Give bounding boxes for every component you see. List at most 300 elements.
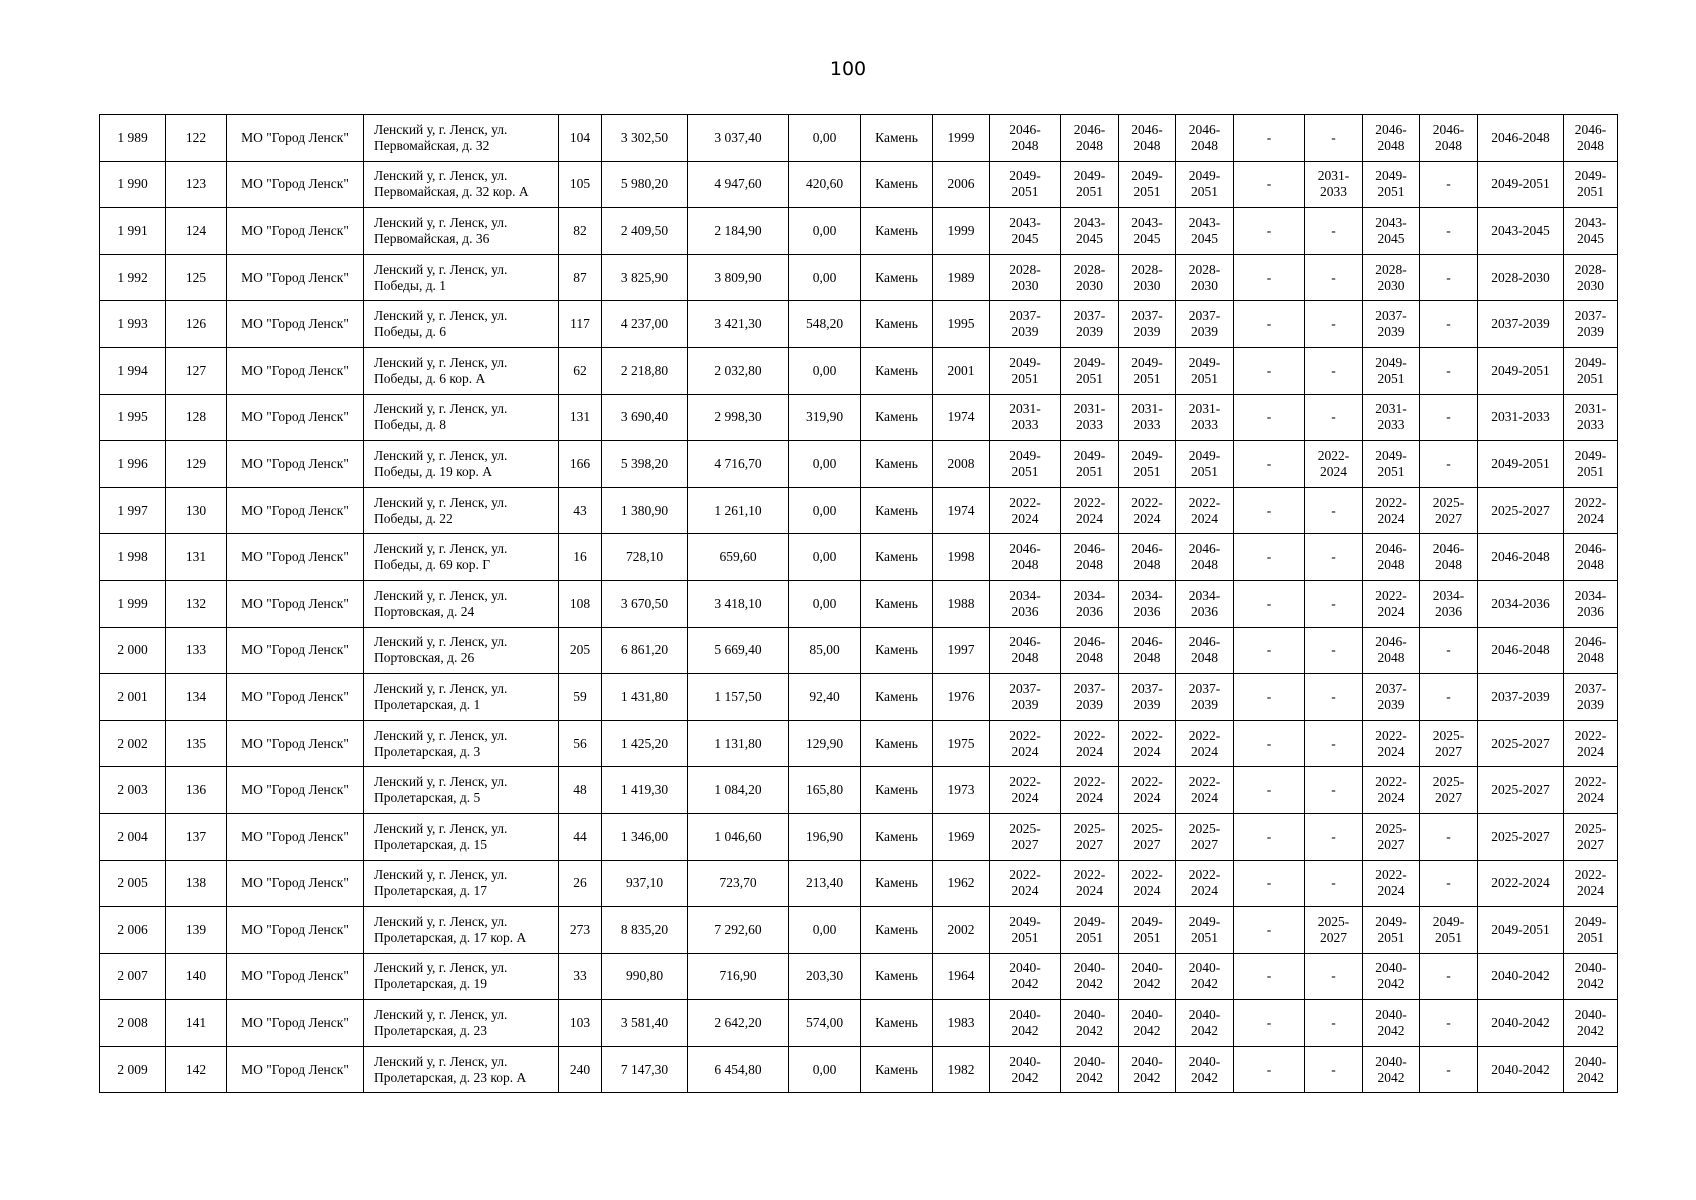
page-number: 100 [829, 58, 867, 80]
period-cell: - [1234, 627, 1305, 674]
row-index-cell: 2 001 [100, 674, 166, 721]
period-cell: 2037- 2039 [1363, 301, 1420, 348]
period-cell: 2022- 2024 [1061, 767, 1119, 814]
period-cell: 2040- 2042 [1061, 1046, 1119, 1093]
total-area-cell: 1 346,00 [602, 813, 688, 860]
period-cell: - [1420, 627, 1478, 674]
table-row [100, 115, 1618, 162]
residents-cell: 108 [559, 580, 602, 627]
row-index-cell: 1 999 [100, 580, 166, 627]
period-cell: 2049- 2051 [990, 347, 1061, 394]
total-area-cell: 1 380,90 [602, 487, 688, 534]
row-index-cell: 1 992 [100, 254, 166, 301]
period-cell: 2025-2027 [1478, 813, 1564, 860]
build-year-cell: 2002 [933, 907, 990, 954]
house-number-cell: 142 [166, 1046, 227, 1093]
period-cell: 2043- 2045 [1061, 208, 1119, 255]
residents-cell: 117 [559, 301, 602, 348]
wall-material-cell: Камень [861, 394, 933, 441]
municipality-cell: МО "Город Ленск" [227, 115, 364, 162]
period-cell: - [1305, 767, 1363, 814]
period-cell: 2022- 2024 [1305, 441, 1363, 488]
municipality-cell: МО "Город Ленск" [227, 347, 364, 394]
nonresidential-area-cell: 129,90 [789, 720, 861, 767]
period-cell: - [1305, 347, 1363, 394]
address-cell: Ленский у, г. Ленск, ул. Первомайская, д. 36 [364, 208, 559, 255]
wall-material-cell: Камень [861, 720, 933, 767]
period-cell: 2049- 2051 [1564, 441, 1618, 488]
wall-material-cell: Камень [861, 301, 933, 348]
period-cell: 2022- 2024 [1119, 767, 1176, 814]
table-row [100, 860, 1618, 907]
residents-cell: 273 [559, 907, 602, 954]
municipality-cell: МО "Город Ленск" [227, 161, 364, 208]
period-cell: 2049-2051 [1478, 907, 1564, 954]
period-cell: 2025- 2027 [990, 813, 1061, 860]
period-cell: 2022- 2024 [1119, 487, 1176, 534]
municipality-cell: МО "Город Ленск" [227, 394, 364, 441]
period-cell: 2043- 2045 [1564, 208, 1618, 255]
address-cell: Ленский у, г. Ленск, ул. Первомайская, д. 32 кор. А [364, 161, 559, 208]
period-cell: - [1420, 674, 1478, 721]
period-cell: 2046- 2048 [1119, 534, 1176, 581]
municipality-cell: МО "Город Ленск" [227, 254, 364, 301]
row-index-cell: 1 994 [100, 347, 166, 394]
period-cell: 2046- 2048 [1176, 115, 1234, 162]
period-cell: - [1420, 161, 1478, 208]
period-cell: - [1305, 254, 1363, 301]
house-number-cell: 141 [166, 1000, 227, 1047]
residential-area-cell: 3 809,90 [688, 254, 789, 301]
table-row [100, 674, 1618, 721]
wall-material-cell: Камень [861, 813, 933, 860]
wall-material-cell: Камень [861, 907, 933, 954]
period-cell: 2037- 2039 [1061, 301, 1119, 348]
house-number-cell: 127 [166, 347, 227, 394]
period-cell: - [1305, 1000, 1363, 1047]
period-cell: 2043- 2045 [990, 208, 1061, 255]
table-row [100, 1046, 1618, 1093]
residential-area-cell: 716,90 [688, 953, 789, 1000]
municipality-cell: МО "Город Ленск" [227, 1000, 364, 1047]
house-number-cell: 140 [166, 953, 227, 1000]
period-cell: - [1420, 441, 1478, 488]
period-cell: 2046- 2048 [1420, 115, 1478, 162]
period-cell: 2022- 2024 [1363, 580, 1420, 627]
row-index-cell: 1 993 [100, 301, 166, 348]
wall-material-cell: Камень [861, 627, 933, 674]
nonresidential-area-cell: 0,00 [789, 441, 861, 488]
period-cell: 2049- 2051 [1061, 907, 1119, 954]
period-cell: - [1234, 534, 1305, 581]
residential-area-cell: 2 642,20 [688, 1000, 789, 1047]
residential-area-cell: 4 947,60 [688, 161, 789, 208]
house-number-cell: 135 [166, 720, 227, 767]
period-cell: - [1305, 301, 1363, 348]
period-cell: 2049- 2051 [990, 907, 1061, 954]
row-index-cell: 2 009 [100, 1046, 166, 1093]
period-cell: 2046- 2048 [1176, 627, 1234, 674]
period-cell: - [1420, 254, 1478, 301]
period-cell: 2025-2027 [1478, 720, 1564, 767]
nonresidential-area-cell: 574,00 [789, 1000, 861, 1047]
address-cell: Ленский у, г. Ленск, ул. Пролетарская, д. 5 [364, 767, 559, 814]
period-cell: 2022- 2024 [990, 487, 1061, 534]
period-cell: 2040- 2042 [1119, 953, 1176, 1000]
table-row [100, 907, 1618, 954]
house-number-cell: 128 [166, 394, 227, 441]
municipality-cell: МО "Город Ленск" [227, 627, 364, 674]
total-area-cell: 3 581,40 [602, 1000, 688, 1047]
municipality-cell: МО "Город Ленск" [227, 534, 364, 581]
period-cell: 2034- 2036 [1420, 580, 1478, 627]
period-cell: 2046- 2048 [1061, 627, 1119, 674]
build-year-cell: 1988 [933, 580, 990, 627]
period-cell: 2028- 2030 [1564, 254, 1618, 301]
residential-area-cell: 5 669,40 [688, 627, 789, 674]
house-number-cell: 125 [166, 254, 227, 301]
address-cell: Ленский у, г. Ленск, ул. Пролетарская, д. 1 [364, 674, 559, 721]
row-index-cell: 1 989 [100, 115, 166, 162]
address-cell: Ленский у, г. Ленск, ул. Победы, д. 8 [364, 394, 559, 441]
period-cell: 2025-2027 [1478, 487, 1564, 534]
period-cell: - [1420, 1046, 1478, 1093]
residents-cell: 82 [559, 208, 602, 255]
period-cell: 2022- 2024 [1176, 860, 1234, 907]
period-cell: 2049- 2051 [1176, 347, 1234, 394]
table-row [100, 953, 1618, 1000]
period-cell: 2028- 2030 [1176, 254, 1234, 301]
row-index-cell: 2 007 [100, 953, 166, 1000]
row-index-cell: 2 000 [100, 627, 166, 674]
period-cell: - [1234, 767, 1305, 814]
total-area-cell: 4 237,00 [602, 301, 688, 348]
period-cell: 2022-2024 [1478, 860, 1564, 907]
address-cell: Ленский у, г. Ленск, ул. Победы, д. 22 [364, 487, 559, 534]
wall-material-cell: Камень [861, 860, 933, 907]
residents-cell: 166 [559, 441, 602, 488]
wall-material-cell: Камень [861, 347, 933, 394]
house-number-cell: 132 [166, 580, 227, 627]
residential-area-cell: 3 037,40 [688, 115, 789, 162]
build-year-cell: 1974 [933, 487, 990, 534]
residential-area-cell: 1 084,20 [688, 767, 789, 814]
residents-cell: 103 [559, 1000, 602, 1047]
period-cell: 2025- 2027 [1420, 720, 1478, 767]
period-cell: 2046- 2048 [1363, 115, 1420, 162]
period-cell: 2049- 2051 [1176, 441, 1234, 488]
period-cell: 2049- 2051 [1061, 347, 1119, 394]
table-row [100, 394, 1618, 441]
residential-area-cell: 1 157,50 [688, 674, 789, 721]
period-cell: 2049- 2051 [1363, 347, 1420, 394]
house-number-cell: 129 [166, 441, 227, 488]
period-cell: 2037- 2039 [1564, 674, 1618, 721]
period-cell: 2049- 2051 [1420, 907, 1478, 954]
residents-cell: 56 [559, 720, 602, 767]
house-number-cell: 138 [166, 860, 227, 907]
residents-cell: 33 [559, 953, 602, 1000]
period-cell: 2022- 2024 [1564, 720, 1618, 767]
residential-area-cell: 659,60 [688, 534, 789, 581]
row-index-cell: 2 005 [100, 860, 166, 907]
residential-area-cell: 723,70 [688, 860, 789, 907]
row-index-cell: 1 997 [100, 487, 166, 534]
address-cell: Ленский у, г. Ленск, ул. Портовская, д. 24 [364, 580, 559, 627]
period-cell: 2049- 2051 [990, 161, 1061, 208]
build-year-cell: 2001 [933, 347, 990, 394]
nonresidential-area-cell: 165,80 [789, 767, 861, 814]
total-area-cell: 728,10 [602, 534, 688, 581]
period-cell: 2025- 2027 [1061, 813, 1119, 860]
wall-material-cell: Камень [861, 534, 933, 581]
period-cell: 2040- 2042 [990, 1000, 1061, 1047]
total-area-cell: 2 218,80 [602, 347, 688, 394]
period-cell: 2040- 2042 [1176, 953, 1234, 1000]
period-cell: - [1420, 301, 1478, 348]
period-cell: 2028- 2030 [1061, 254, 1119, 301]
period-cell: 2046- 2048 [990, 115, 1061, 162]
period-cell: - [1305, 674, 1363, 721]
period-cell: - [1234, 674, 1305, 721]
address-cell: Ленский у, г. Ленск, ул. Первомайская, д. 32 [364, 115, 559, 162]
nonresidential-area-cell: 92,40 [789, 674, 861, 721]
address-cell: Ленский у, г. Ленск, ул. Пролетарская, д. 23 [364, 1000, 559, 1047]
period-cell: - [1420, 394, 1478, 441]
period-cell: 2040- 2042 [1564, 953, 1618, 1000]
period-cell: 2046- 2048 [1061, 534, 1119, 581]
nonresidential-area-cell: 0,00 [789, 347, 861, 394]
period-cell: 2034- 2036 [1119, 580, 1176, 627]
period-cell: - [1234, 580, 1305, 627]
address-cell: Ленский у, г. Ленск, ул. Пролетарская, д. 23 кор. А [364, 1046, 559, 1093]
period-cell: 2022- 2024 [1061, 860, 1119, 907]
address-cell: Ленский у, г. Ленск, ул. Портовская, д. 26 [364, 627, 559, 674]
nonresidential-area-cell: 548,20 [789, 301, 861, 348]
period-cell: 2040- 2042 [1061, 1000, 1119, 1047]
period-cell: 2040- 2042 [1119, 1000, 1176, 1047]
period-cell: 2022- 2024 [1564, 767, 1618, 814]
nonresidential-area-cell: 0,00 [789, 115, 861, 162]
period-cell: 2031-2033 [1478, 394, 1564, 441]
build-year-cell: 1998 [933, 534, 990, 581]
period-cell: 2046-2048 [1478, 627, 1564, 674]
period-cell: 2031- 2033 [990, 394, 1061, 441]
address-cell: Ленский у, г. Ленск, ул. Победы, д. 19 кор. А [364, 441, 559, 488]
period-cell: 2034- 2036 [1564, 580, 1618, 627]
period-cell: 2046- 2048 [1061, 115, 1119, 162]
row-index-cell: 2 008 [100, 1000, 166, 1047]
period-cell: 2049- 2051 [1119, 161, 1176, 208]
house-number-cell: 130 [166, 487, 227, 534]
house-number-cell: 123 [166, 161, 227, 208]
period-cell: 2046- 2048 [1363, 627, 1420, 674]
period-cell: - [1420, 347, 1478, 394]
municipality-cell: МО "Город Ленск" [227, 441, 364, 488]
period-cell: 2034- 2036 [1176, 580, 1234, 627]
period-cell: - [1234, 208, 1305, 255]
municipality-cell: МО "Город Ленск" [227, 674, 364, 721]
period-cell: 2028- 2030 [1363, 254, 1420, 301]
total-area-cell: 3 302,50 [602, 115, 688, 162]
period-cell: 2031- 2033 [1119, 394, 1176, 441]
address-cell: Ленский у, г. Ленск, ул. Победы, д. 69 кор. Г [364, 534, 559, 581]
row-index-cell: 1 990 [100, 161, 166, 208]
period-cell: 2037- 2039 [1176, 674, 1234, 721]
period-cell: 2040- 2042 [1176, 1000, 1234, 1047]
total-area-cell: 3 670,50 [602, 580, 688, 627]
period-cell: - [1305, 813, 1363, 860]
municipality-cell: МО "Город Ленск" [227, 487, 364, 534]
period-cell: 2040- 2042 [1363, 1000, 1420, 1047]
house-number-cell: 133 [166, 627, 227, 674]
period-cell: 2049- 2051 [1176, 907, 1234, 954]
period-cell: 2040- 2042 [1363, 1046, 1420, 1093]
house-number-cell: 139 [166, 907, 227, 954]
build-year-cell: 2006 [933, 161, 990, 208]
table-row [100, 580, 1618, 627]
build-year-cell: 1962 [933, 860, 990, 907]
table-row [100, 254, 1618, 301]
period-cell: 2049- 2051 [1363, 161, 1420, 208]
row-index-cell: 2 003 [100, 767, 166, 814]
period-cell: 2040- 2042 [990, 953, 1061, 1000]
period-cell: 2043- 2045 [1119, 208, 1176, 255]
period-cell: 2046- 2048 [990, 534, 1061, 581]
period-cell: 2043-2045 [1478, 208, 1564, 255]
period-cell: 2037- 2039 [1119, 674, 1176, 721]
period-cell: 2046- 2048 [1176, 534, 1234, 581]
total-area-cell: 1 425,20 [602, 720, 688, 767]
period-cell: 2046- 2048 [1564, 534, 1618, 581]
residents-cell: 59 [559, 674, 602, 721]
period-cell: - [1305, 394, 1363, 441]
table-row [100, 534, 1618, 581]
period-cell: 2040- 2042 [1564, 1046, 1618, 1093]
residents-cell: 105 [559, 161, 602, 208]
period-cell: - [1420, 1000, 1478, 1047]
period-cell: 2034- 2036 [1061, 580, 1119, 627]
period-cell: 2040-2042 [1478, 953, 1564, 1000]
build-year-cell: 1995 [933, 301, 990, 348]
period-cell: 2028-2030 [1478, 254, 1564, 301]
house-number-cell: 136 [166, 767, 227, 814]
build-year-cell: 2008 [933, 441, 990, 488]
build-year-cell: 1969 [933, 813, 990, 860]
wall-material-cell: Камень [861, 953, 933, 1000]
wall-material-cell: Камень [861, 767, 933, 814]
residential-area-cell: 2 998,30 [688, 394, 789, 441]
period-cell: 2025- 2027 [1564, 813, 1618, 860]
period-cell: - [1305, 534, 1363, 581]
residential-area-cell: 7 292,60 [688, 907, 789, 954]
wall-material-cell: Камень [861, 487, 933, 534]
period-cell: 2025- 2027 [1305, 907, 1363, 954]
period-cell: 2025- 2027 [1119, 813, 1176, 860]
municipality-cell: МО "Город Ленск" [227, 301, 364, 348]
wall-material-cell: Камень [861, 580, 933, 627]
total-area-cell: 6 861,20 [602, 627, 688, 674]
period-cell: 2031- 2033 [1305, 161, 1363, 208]
period-cell: 2043- 2045 [1363, 208, 1420, 255]
period-cell: 2031- 2033 [1061, 394, 1119, 441]
period-cell: 2040- 2042 [1363, 953, 1420, 1000]
nonresidential-area-cell: 0,00 [789, 907, 861, 954]
municipality-cell: МО "Город Ленск" [227, 580, 364, 627]
period-cell: - [1305, 208, 1363, 255]
period-cell: 2040- 2042 [1061, 953, 1119, 1000]
period-cell: 2022- 2024 [1061, 720, 1119, 767]
table-row [100, 441, 1618, 488]
period-cell: - [1234, 115, 1305, 162]
period-cell: - [1420, 208, 1478, 255]
nonresidential-area-cell: 213,40 [789, 860, 861, 907]
wall-material-cell: Камень [861, 441, 933, 488]
period-cell: - [1305, 115, 1363, 162]
row-index-cell: 1 991 [100, 208, 166, 255]
period-cell: 2034- 2036 [990, 580, 1061, 627]
period-cell: 2040-2042 [1478, 1046, 1564, 1093]
period-cell: 2049- 2051 [1119, 441, 1176, 488]
period-cell: 2049- 2051 [1564, 161, 1618, 208]
house-number-cell: 137 [166, 813, 227, 860]
total-area-cell: 8 835,20 [602, 907, 688, 954]
period-cell: 2022- 2024 [1119, 720, 1176, 767]
wall-material-cell: Камень [861, 161, 933, 208]
residents-cell: 43 [559, 487, 602, 534]
period-cell: 2022- 2024 [1176, 767, 1234, 814]
total-area-cell: 5 980,20 [602, 161, 688, 208]
period-cell: - [1234, 720, 1305, 767]
build-year-cell: 1989 [933, 254, 990, 301]
residential-area-cell: 6 454,80 [688, 1046, 789, 1093]
residents-cell: 48 [559, 767, 602, 814]
nonresidential-area-cell: 0,00 [789, 208, 861, 255]
period-cell: - [1234, 301, 1305, 348]
period-cell: 2025- 2027 [1363, 813, 1420, 860]
table-row [100, 347, 1618, 394]
municipality-cell: МО "Город Ленск" [227, 953, 364, 1000]
period-cell: 2046- 2048 [1420, 534, 1478, 581]
residential-area-cell: 3 421,30 [688, 301, 789, 348]
residents-cell: 87 [559, 254, 602, 301]
address-cell: Ленский у, г. Ленск, ул. Пролетарская, д. 17 [364, 860, 559, 907]
period-cell: 2046- 2048 [1119, 115, 1176, 162]
period-cell: 2046- 2048 [1363, 534, 1420, 581]
period-cell: - [1234, 347, 1305, 394]
period-cell: 2046-2048 [1478, 115, 1564, 162]
row-index-cell: 1 998 [100, 534, 166, 581]
house-number-cell: 134 [166, 674, 227, 721]
nonresidential-area-cell: 203,30 [789, 953, 861, 1000]
total-area-cell: 5 398,20 [602, 441, 688, 488]
period-cell: 2022- 2024 [990, 860, 1061, 907]
period-cell: 2037- 2039 [1176, 301, 1234, 348]
period-cell: 2049- 2051 [1363, 441, 1420, 488]
period-cell: 2022- 2024 [1564, 860, 1618, 907]
nonresidential-area-cell: 196,90 [789, 813, 861, 860]
period-cell: 2034-2036 [1478, 580, 1564, 627]
build-year-cell: 1997 [933, 627, 990, 674]
total-area-cell: 1 431,80 [602, 674, 688, 721]
build-year-cell: 1973 [933, 767, 990, 814]
period-cell: 2040- 2042 [1564, 1000, 1618, 1047]
total-area-cell: 3 825,90 [602, 254, 688, 301]
residential-area-cell: 1 046,60 [688, 813, 789, 860]
period-cell: 2031- 2033 [1176, 394, 1234, 441]
period-cell: 2046- 2048 [1564, 627, 1618, 674]
address-cell: Ленский у, г. Ленск, ул. Пролетарская, д. 3 [364, 720, 559, 767]
